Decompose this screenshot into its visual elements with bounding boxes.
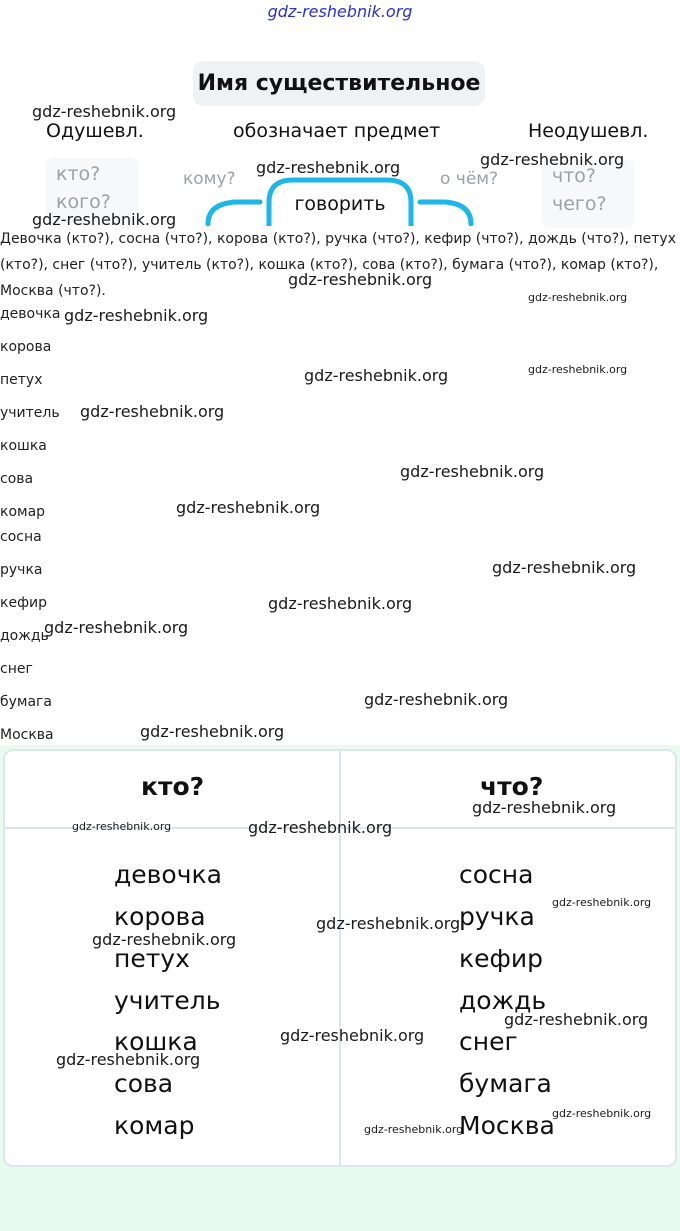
table-cell-animate: кошка [114, 1027, 198, 1056]
question-ochem: о чём? [440, 169, 499, 189]
table-cell-animate: учитель [114, 986, 221, 1015]
table-cell-inanimate: бумага [459, 1069, 552, 1098]
watermark: gdz-reshebnik.org [248, 818, 393, 837]
animate-question-kto: кто? [56, 163, 101, 185]
watermark: gdz-reshebnik.org [492, 558, 637, 577]
watermark: gdz-reshebnik.org [80, 402, 225, 421]
watermark: gdz-reshebnik.org [364, 690, 509, 709]
table-cell-inanimate: кефир [459, 944, 543, 973]
list-item: Москва [0, 727, 54, 743]
table-header-kto: кто? [141, 772, 205, 801]
table-cell-inanimate: ручка [459, 902, 535, 931]
list-item: девочка [0, 306, 61, 322]
inanimate-question-chto: что? [552, 165, 597, 187]
watermark: gdz-reshebnik.org [304, 366, 449, 385]
watermark: gdz-reshebnik.org [528, 291, 628, 304]
top-watermark: gdz-reshebnik.org [267, 2, 413, 21]
table-cell-animate: комар [114, 1111, 195, 1140]
watermark: gdz-reshebnik.org [268, 594, 413, 613]
watermark: gdz-reshebnik.org [56, 1050, 201, 1069]
list-item: снег [0, 661, 33, 677]
verb-example: говорить [294, 193, 386, 215]
list-item: бумага [0, 694, 52, 710]
table-cell-animate: корова [114, 902, 206, 931]
watermark: gdz-reshebnik.org [288, 270, 433, 289]
inanimate-question-chego: чего? [552, 193, 607, 215]
animate-question-kogo: кого? [56, 191, 111, 213]
watermark: gdz-reshebnik.org [92, 930, 237, 949]
list-item: комар [0, 504, 46, 520]
denotes-label: обозначает предмет [233, 120, 441, 142]
list-item: ручка [0, 562, 43, 578]
watermark: gdz-reshebnik.org [472, 798, 617, 817]
watermark: gdz-reshebnik.org [316, 914, 461, 933]
watermark: gdz-reshebnik.org [72, 820, 172, 833]
watermark: gdz-reshebnik.org [32, 210, 177, 229]
animate-label: Одушевл. [46, 120, 144, 142]
list-item: дождь [0, 628, 49, 644]
table-cell-animate: девочка [114, 860, 222, 889]
watermark: gdz-reshebnik.org [64, 306, 209, 325]
list-item: учитель [0, 405, 60, 421]
table-divider [339, 749, 341, 1167]
exercise-sentence: Девочка (кто?), сосна (что?), корова (кто?), ручка (что?), кефир (что?), дождь (что?), петух (кто?), снег (что?), учитель (кто?), кошка (кто?), сова (кто?), бумага (что?), комар (кто?), Москва (что?). [0, 231, 677, 299]
watermark: gdz-reshebnik.org [32, 102, 177, 121]
table-cell-inanimate: снег [459, 1027, 518, 1056]
watermark: gdz-reshebnik.org [552, 1107, 652, 1120]
table-header-chto: что? [480, 772, 544, 801]
table-cell-inanimate: сосна [459, 860, 534, 889]
table-cell-animate: сова [114, 1069, 174, 1098]
watermark: gdz-reshebnik.org [400, 462, 545, 481]
inanimate-questions-box [542, 160, 634, 228]
list-item: сова [0, 471, 34, 487]
list-item: кошка [0, 438, 47, 454]
watermark: gdz-reshebnik.org [364, 1123, 464, 1136]
watermark: gdz-reshebnik.org [552, 896, 652, 909]
scheme-title: Имя существительное [193, 61, 485, 106]
table-cell-animate: петух [114, 944, 190, 973]
table-cell-inanimate: дождь [459, 986, 547, 1015]
list-item: корова [0, 339, 52, 355]
watermark: gdz-reshebnik.org [528, 363, 628, 376]
question-komu: кому? [183, 169, 236, 189]
watermark: gdz-reshebnik.org [280, 1026, 425, 1045]
watermark: gdz-reshebnik.org [480, 150, 625, 169]
watermark: gdz-reshebnik.org [140, 722, 285, 741]
watermark: gdz-reshebnik.org [504, 1010, 649, 1029]
table-cell-inanimate: Москва [459, 1111, 555, 1140]
watermark: gdz-reshebnik.org [256, 158, 401, 177]
inanimate-label: Неодушевл. [528, 120, 649, 142]
watermark: gdz-reshebnik.org [176, 498, 321, 517]
list-item: петух [0, 372, 43, 388]
watermark: gdz-reshebnik.org [44, 618, 189, 637]
list-item: сосна [0, 529, 42, 545]
list-item: кефир [0, 595, 48, 611]
